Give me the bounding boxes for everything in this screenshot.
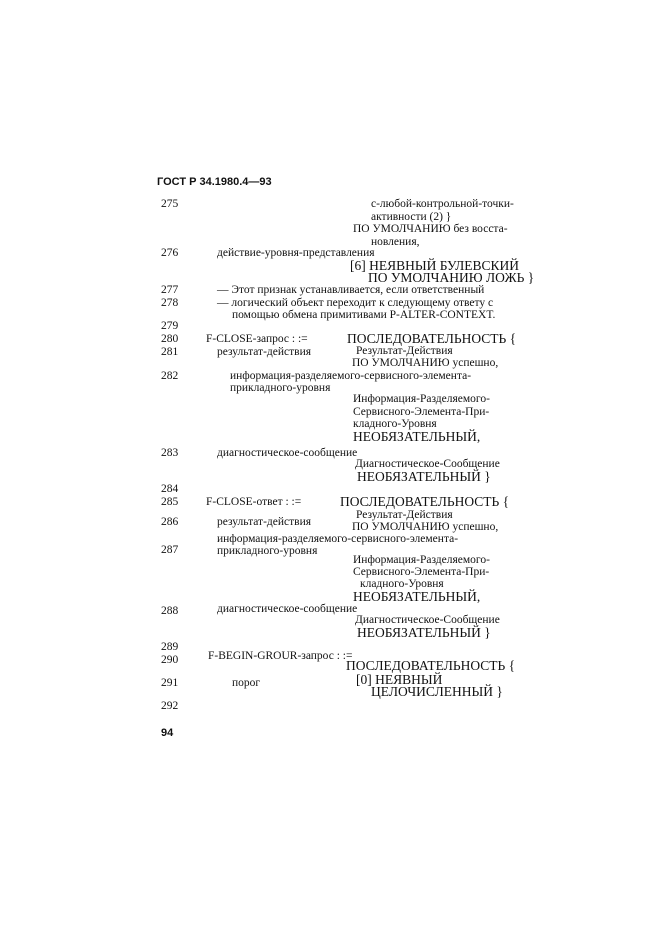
text-line: информация-разделяемого-сервисного-элемента- bbox=[217, 533, 459, 545]
line-number: 291 bbox=[161, 677, 179, 689]
text-line: ПО УМОЛЧАНИЮ успешно, bbox=[352, 521, 499, 533]
text-line: [6] НЕЯВНЫЙ БУЛЕВСКИЙ bbox=[350, 258, 519, 273]
text-line: ЦЕЛОЧИСЛЕННЫЙ } bbox=[371, 684, 503, 699]
text-line: Диагностическое-Сообщение bbox=[355, 614, 500, 626]
line-number: 287 bbox=[161, 544, 179, 556]
line-number: 278 bbox=[161, 297, 179, 309]
page-number: 94 bbox=[161, 727, 174, 739]
text-line: с-любой-контрольной-точки- bbox=[371, 198, 514, 210]
line-number: 290 bbox=[161, 654, 179, 666]
text-line: Результат-Действия bbox=[356, 509, 453, 521]
line-number: 284 bbox=[161, 483, 179, 495]
text-line: помощью обмена примитивами P-ALTER-CONTEXT. bbox=[232, 309, 496, 321]
text-line: Информация-Разделяемого- bbox=[353, 393, 490, 405]
text-line: информация-разделяемого-сервисного-элемента- bbox=[230, 370, 472, 382]
text-line: НЕОБЯЗАТЕЛЬНЫЙ, bbox=[353, 429, 481, 444]
line-number: 289 bbox=[161, 641, 179, 653]
text-line: ПО УМОЛЧАНИЮ ЛОЖЬ } bbox=[368, 270, 535, 285]
text-line: результат-действия bbox=[217, 346, 312, 358]
text-line: F-CLOSE-ответ : := bbox=[206, 496, 302, 508]
line-number: 292 bbox=[161, 700, 179, 712]
text-line: Информация-Разделяемого- bbox=[353, 554, 490, 566]
text-line: ПО УМОЛЧАНИЮ успешно, bbox=[352, 357, 499, 369]
text-line: НЕОБЯЗАТЕЛЬНЫЙ } bbox=[357, 625, 491, 640]
text-line: F-BEGIN-GROUR-запрос : := bbox=[208, 650, 353, 662]
line-number: 282 bbox=[161, 370, 179, 382]
text-line: НЕОБЯЗАТЕЛЬНЫЙ } bbox=[357, 469, 491, 484]
text-line: прикладного-уровня bbox=[217, 545, 318, 557]
text-line: ПОСЛЕДОВАТЕЛЬНОСТЬ { bbox=[347, 331, 517, 346]
line-number: 276 bbox=[161, 247, 179, 259]
line-number: 277 bbox=[161, 284, 179, 296]
text-line: результат-действия bbox=[217, 516, 312, 528]
text-line: Результат-Действия bbox=[356, 345, 453, 357]
text-line: диагностическое-сообщение bbox=[217, 447, 358, 459]
text-line: новления, bbox=[371, 236, 420, 248]
document-header: ГОСТ Р 34.1980.4—93 bbox=[157, 176, 272, 188]
line-number: 279 bbox=[161, 320, 179, 332]
text-line: ПО УМОЛЧАНИЮ без восста- bbox=[353, 223, 508, 235]
line-number: 281 bbox=[161, 346, 179, 358]
text-line: — логический объект переходит к следующему ответу с bbox=[217, 297, 494, 309]
text-line: диагностическое-сообщение bbox=[217, 603, 358, 615]
text-line: Диагностическое-Сообщение bbox=[355, 458, 500, 470]
text-line: порог bbox=[232, 677, 261, 689]
line-number: 286 bbox=[161, 516, 179, 528]
line-number: 283 bbox=[161, 447, 179, 459]
text-line: активности (2) } bbox=[371, 211, 452, 223]
text-line: кладного-Уровня bbox=[353, 418, 437, 430]
line-number: 288 bbox=[161, 605, 179, 617]
text-line: ПОСЛЕДОВАТЕЛЬНОСТЬ { bbox=[346, 658, 516, 673]
text-line: НЕОБЯЗАТЕЛЬНЫЙ, bbox=[353, 589, 481, 604]
line-number: 275 bbox=[161, 198, 179, 210]
text-line: действие-уровня-представления bbox=[217, 247, 375, 259]
text-line: ПОСЛЕДОВАТЕЛЬНОСТЬ { bbox=[340, 494, 510, 509]
text-line: прикладного-уровня bbox=[230, 382, 331, 394]
text-line: [0] НЕЯВНЫЙ bbox=[356, 672, 443, 687]
line-number: 285 bbox=[161, 496, 179, 508]
text-line: F-CLOSE-запрос : := bbox=[206, 333, 308, 345]
text-line: Сервисного-Элемента-При- bbox=[353, 566, 490, 578]
text-line: — Этот признак устанавливается, если ответственный bbox=[217, 284, 485, 296]
line-number: 280 bbox=[161, 333, 179, 345]
text-line: Сервисного-Элемента-При- bbox=[353, 406, 490, 418]
text-line: кладного-Уровня bbox=[360, 578, 444, 590]
